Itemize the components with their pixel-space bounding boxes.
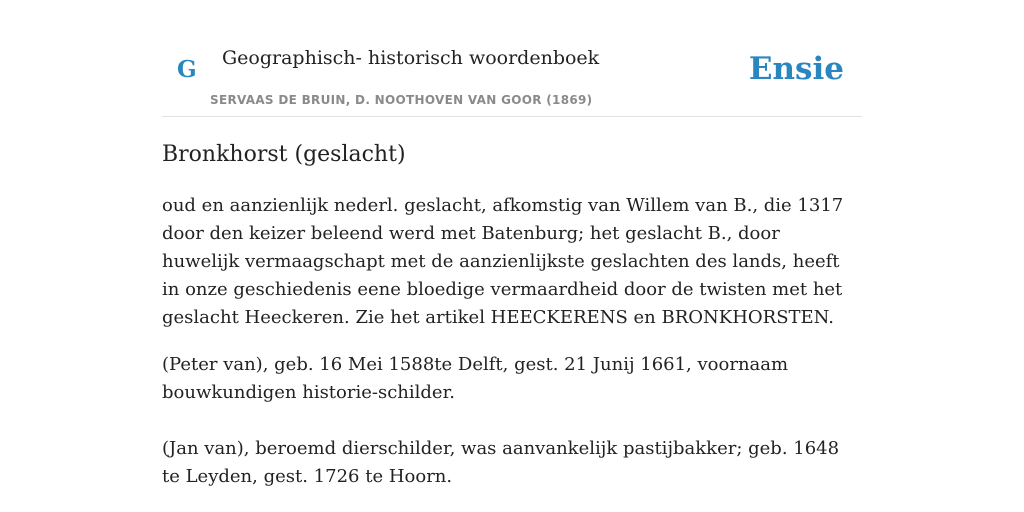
book-letter-icon[interactable]: G	[177, 56, 197, 83]
ensie-logo-link[interactable]: Ensie	[748, 51, 844, 87]
entry-title: Bronkhorst (geslacht)	[162, 142, 406, 167]
entry-paragraph: (Jan van), beroemd dierschilder, was aanvankelijk pastijbakker; geb. 1648 te Leyden, gest. 1726 te Hoorn.	[162, 438, 840, 487]
entry-paragraph: oud en aanzienlijk nederl. geslacht, afkomstig van Willem van B., die 1317 door den keizer beleend werd met Batenburg; het geslacht B., door huwelijk vermaagschapt met de aanzienlijkste geslachten des lands, heeft in onze geschiedenis eene bloedige vermaardheid door de twisten met het geslacht Heeckeren. Zie het artikel HEECKERENS en BRONKHORSTEN.	[162, 195, 844, 328]
book-author: SERVAAS DE BRUIN, D. NOOTHOVEN VAN GOOR (1869)	[210, 93, 593, 107]
book-title-link[interactable]: Geographisch- historisch woordenboek	[222, 47, 600, 69]
entry-paragraph: (Peter van), geb. 16 Mei 1588te Delft, gest. 21 Junij 1661, voornaam bouwkundigen historie-schilder.	[162, 354, 789, 403]
book-header	[162, 0, 862, 117]
article-page	[162, 0, 862, 487]
